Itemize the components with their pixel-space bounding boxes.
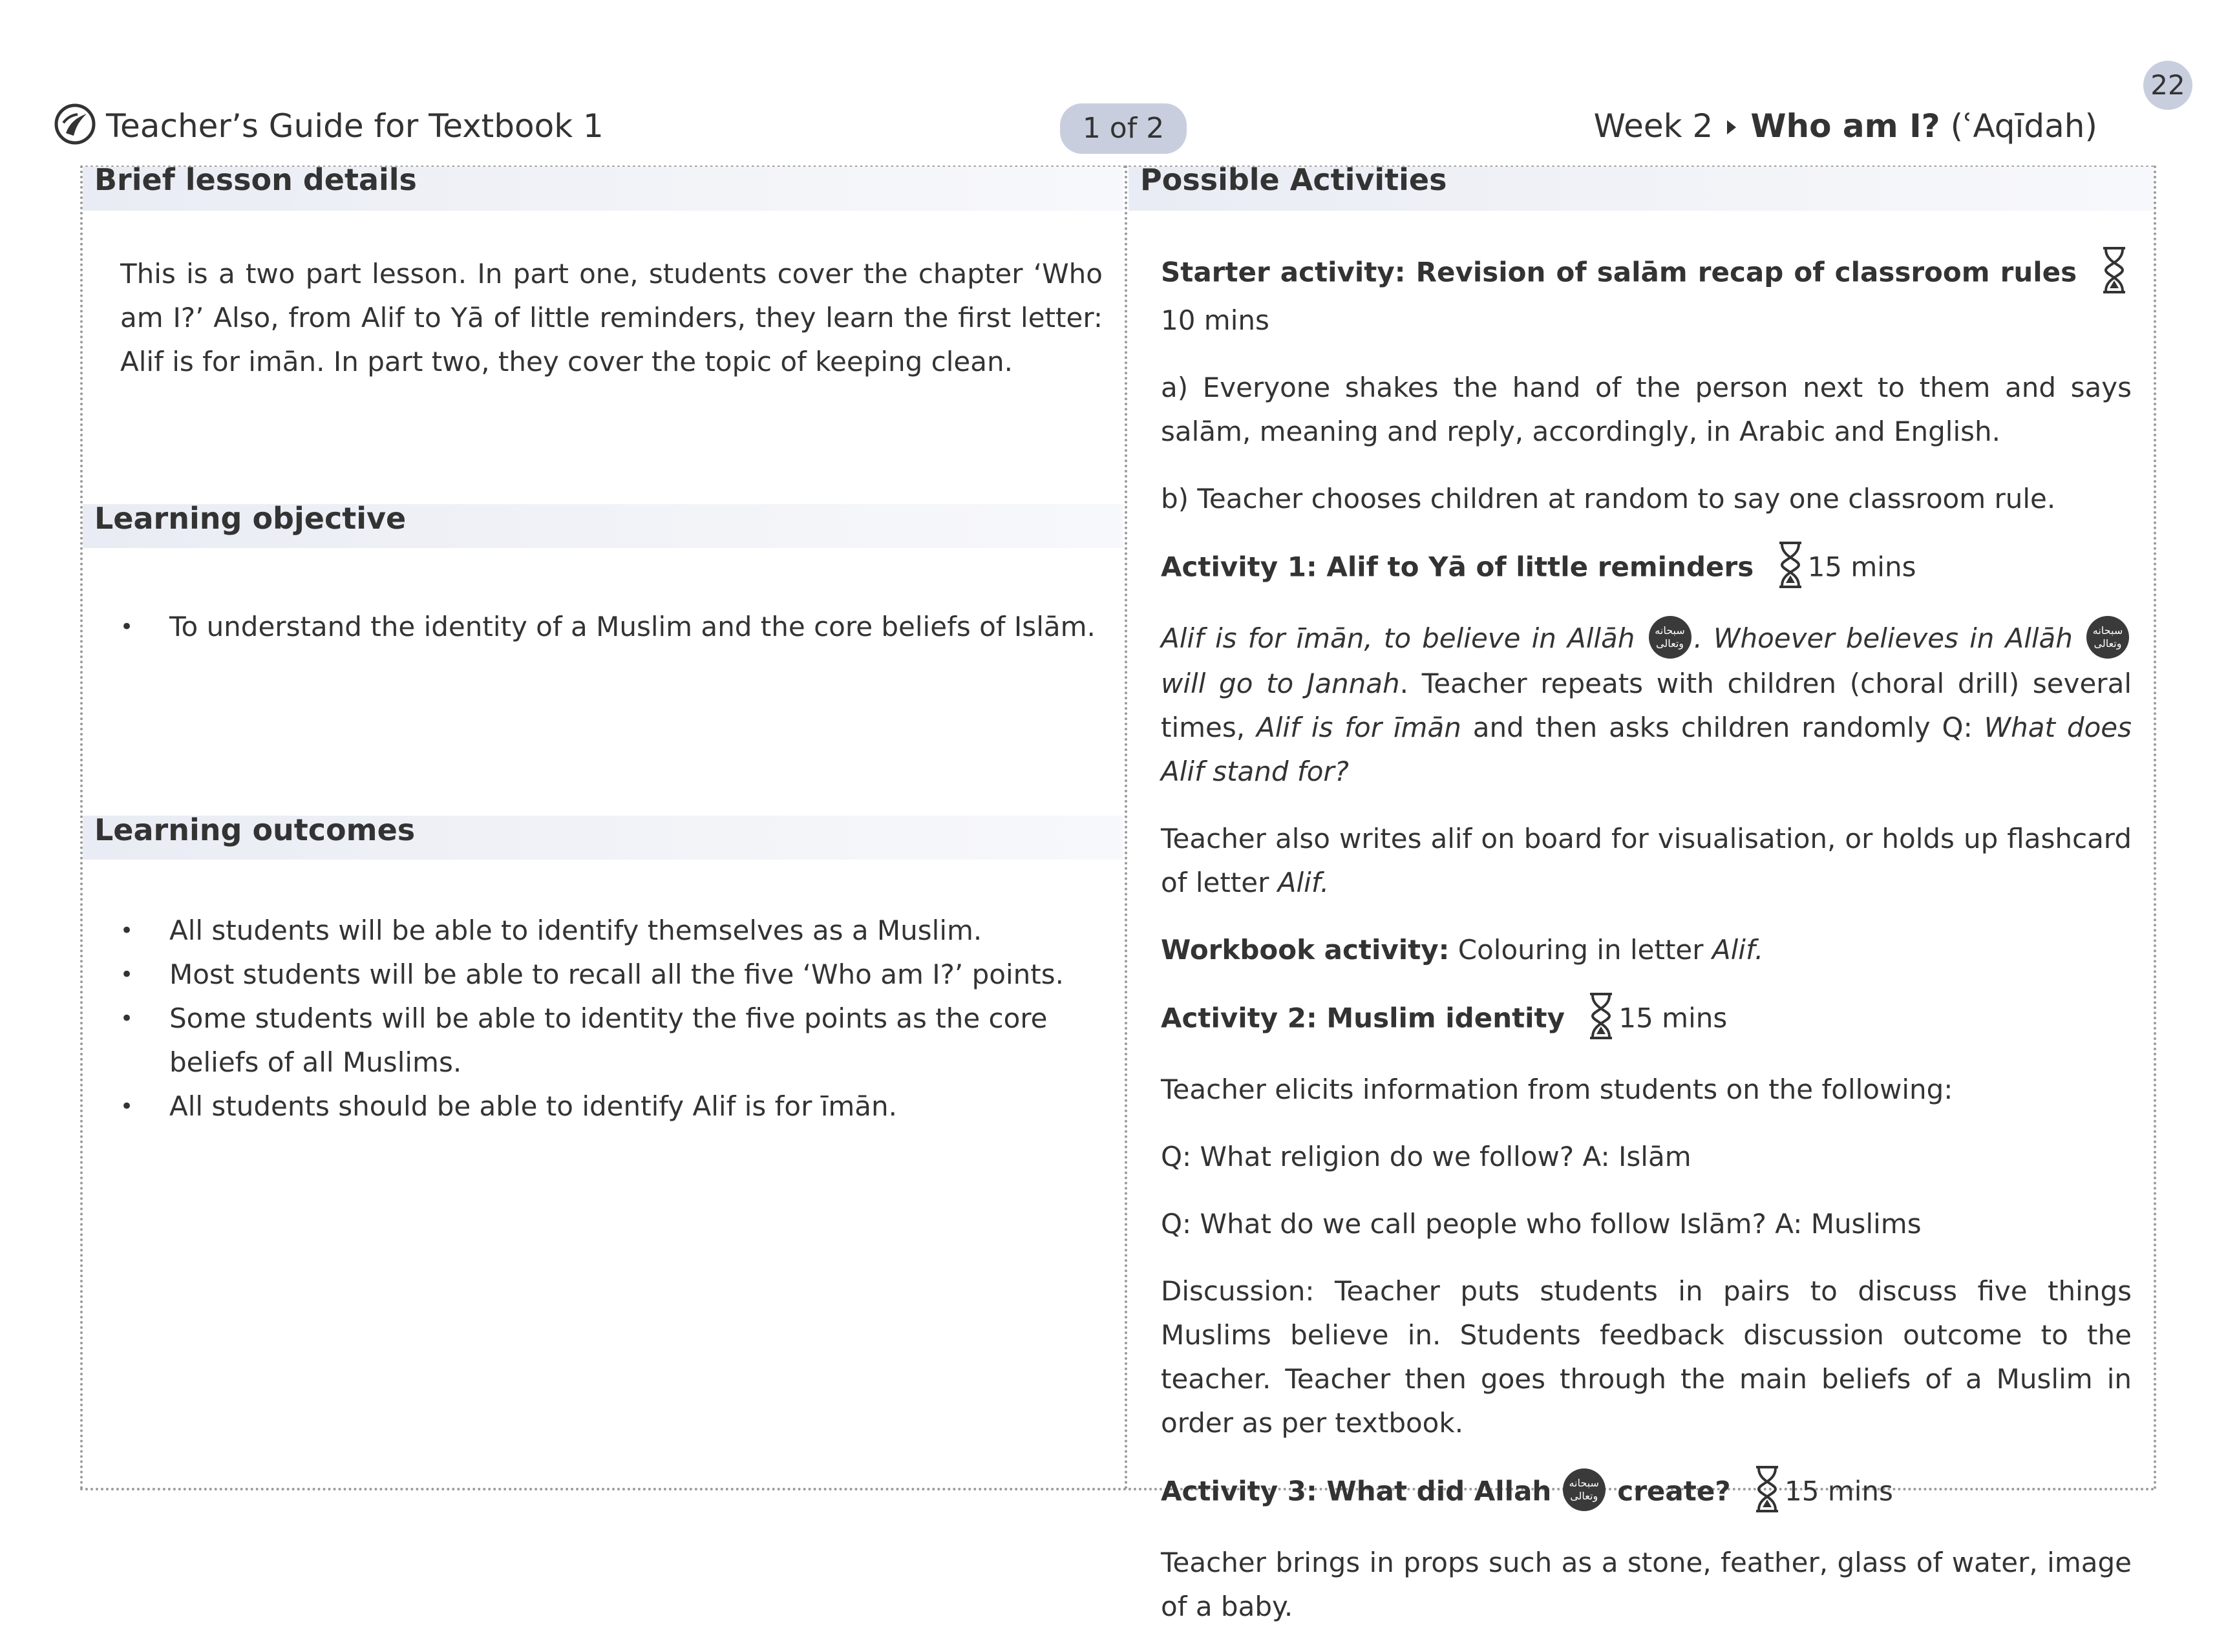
- activity2-intro: Teacher elicits information from students on the following:: [1161, 1073, 1953, 1105]
- activities-body: [1161, 249, 2132, 1652]
- objective-title: Learning objective: [94, 501, 407, 536]
- activity3-text: Teacher brings in props such as a stone, feather, glass of water, image of a baby.: [1161, 1546, 2132, 1622]
- guide-title: Teacher’s Guide for Textbook 1: [106, 107, 604, 145]
- list-item: • Some students will be able to identity the five points as the core beliefs of all Muslims.: [120, 997, 1116, 1085]
- activity1-text: Alif is for īmān, to believe in Allāh سبحانه وتعالى . Whoever believes in Allāh سبحانه وتعالى will go to Jannah. Teacher repeats with children (choral drill) several times, Alif is for īmān and then asks children randomly Q: What does Alif stand for?: [1161, 617, 2132, 794]
- brief-title: Brief lesson details: [94, 162, 417, 197]
- outcomes-title: Learning outcomes: [94, 812, 416, 847]
- question-2: Q: What do we call people who follow Islām? A: Muslims: [1161, 1207, 1922, 1240]
- activity1-heading: Activity 1: Alif to Yā of little reminders 15 mins: [1161, 544, 2132, 593]
- starter-b: b) Teacher chooses children at random to say one classroom rule.: [1161, 483, 2056, 514]
- list-item: • All students should be able to identify Alif is for īmān.: [120, 1085, 1116, 1128]
- list-item: • All students will be able to identify themselves as a Muslim.: [120, 909, 1116, 953]
- brief-text: This is a two part lesson. In part one, students cover the chapter ‘Who am I?’ Also, from Alif to Yā of little reminders, they learn the first letter: Alif is for imān. In part two, they cover the topic of keeping clean.: [120, 258, 1103, 377]
- outcomes-list: [120, 909, 1116, 1128]
- list-item: • To understand the identity of a Muslim and the core beliefs of Islām.: [120, 605, 1103, 649]
- caret-right-icon: [1727, 120, 1736, 134]
- subhanahu-seal-icon: سبحانه وتعالى: [2086, 616, 2129, 659]
- lesson-breadcrumb: [1594, 103, 2097, 149]
- hourglass-icon: [1585, 991, 1617, 1041]
- workbook-activity: Workbook activity: Colouring in letter Alif.: [1161, 933, 1764, 966]
- activity2-heading: Activity 2: Muslim identity 15 mins: [1161, 995, 2132, 1044]
- week-label: Week 2: [1593, 107, 1713, 145]
- question-1: Q: What religion do we follow? A: Islām: [1161, 1140, 1691, 1172]
- subhanahu-seal-icon: سبحانه وتعالى: [1563, 1468, 1606, 1511]
- objective-list: [120, 605, 1103, 649]
- column-divider: [1125, 165, 1127, 1490]
- starter-a: a) Everyone shakes the hand of the person next to them and says salām, meaning and reply, accordingly, in Arabic and English.: [1161, 372, 2132, 447]
- hourglass-icon: [1774, 540, 1807, 589]
- lesson-topic: (ʿAqīdah): [1950, 107, 2097, 145]
- subhanahu-seal-icon: سبحانه وتعالى: [1649, 616, 1691, 659]
- logo-icon: [54, 103, 96, 145]
- list-item: • Most students will be able to recall all the five ‘Who am I?’ points.: [120, 953, 1116, 997]
- activity3-heading: Activity 3: What did Allah سبحانه وتعالى create? 15 mins: [1161, 1468, 2132, 1518]
- page-number-badge: 22: [2143, 61, 2192, 110]
- activities-title: Possible Activities: [1140, 162, 1447, 197]
- discussion-text: Discussion: Teacher puts students in pairs to discuss five things Muslims believe in. Students feedback discussion outcome to the teacher. Teacher then goes through the main beliefs of a Muslim in order as per textbook.: [1161, 1275, 2132, 1439]
- lesson-title: Who am I?: [1750, 107, 1940, 145]
- page-indicator: 1 of 2: [1060, 103, 1187, 154]
- activity1-text-2: Teacher also writes alif on board for visualisation, or holds up flashcard of letter Alif.: [1161, 822, 2132, 898]
- hourglass-icon: [1751, 1465, 1783, 1514]
- starter-heading: Starter activity: Revision of salām recap of classroom rules 10 mins: [1161, 249, 2132, 343]
- hourglass-icon: [2098, 246, 2130, 295]
